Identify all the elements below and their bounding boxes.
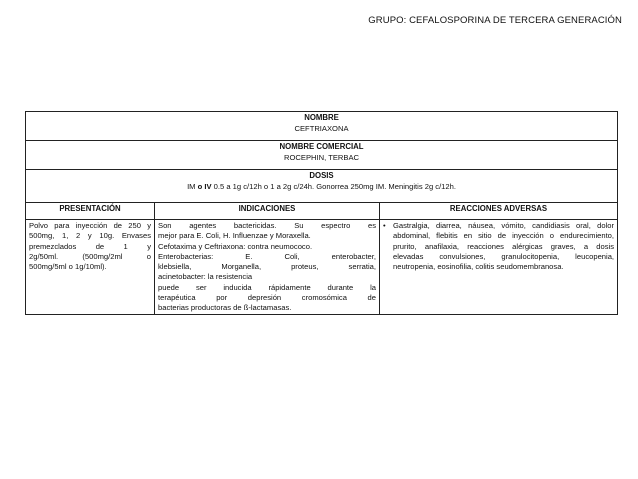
dosis-route-prefix: IM bbox=[187, 181, 198, 191]
nombre-row bbox=[26, 112, 618, 141]
reacciones-line: prurito, anafilaxia, reacciones alérgicas graves, a dosis bbox=[393, 241, 615, 251]
content-row bbox=[26, 220, 618, 315]
nombre-label: NOMBRE bbox=[304, 113, 339, 122]
indicaciones-line: Cefotaxima y Ceftriaxona: contra neumococo. bbox=[158, 241, 313, 251]
col-indicaciones-header: INDICACIONES bbox=[155, 203, 380, 220]
indicaciones-line: mejor para E. Coli, H. Influenzae y Moraxella. bbox=[158, 231, 311, 241]
indicaciones-line: klebsiella, Morganella, proteus, serratia, bbox=[158, 262, 376, 271]
nombre-comercial-cell bbox=[26, 141, 618, 170]
reacciones-cell bbox=[380, 220, 618, 315]
indicaciones-line: Son agentes bactericidas. Su espectro es bbox=[158, 221, 376, 230]
nombre-value: CEFTRIAXONA bbox=[294, 123, 349, 133]
drug-table bbox=[25, 111, 618, 315]
indicaciones-line: acinetobacter: la resistencia bbox=[158, 272, 253, 282]
nombre-comercial-row bbox=[26, 141, 618, 170]
indicaciones-line: terapéutica por depresión cromosómica de bbox=[158, 292, 376, 302]
dosis-label: DOSIS bbox=[309, 171, 334, 180]
dosis-text: 0.5 a 1g c/12h o 1 a 2g c/24h. Gonorrea 250mg IM. Meningitis 2g c/12h. bbox=[211, 181, 456, 191]
presentacion-cell bbox=[26, 220, 155, 315]
nombre-comercial-value: ROCEPHIN, TERBAC bbox=[284, 152, 359, 162]
reacciones-line: elevadas convulsiones, granulocitopenia, leucopenia, bbox=[393, 251, 615, 261]
presentacion-line: Polvo para inyección de 250 y bbox=[29, 221, 151, 230]
indicaciones-line: puede ser inducida rápidamente durante la bbox=[158, 282, 376, 292]
dosis-value bbox=[29, 182, 614, 192]
group-header: GRUPO: CEFALOSPORINA DE TERCERA GENERACIÓN bbox=[368, 15, 622, 26]
reacciones-line: Gastralgia, diarrea, náusea, vómito, candidiasis oral, dolor bbox=[393, 221, 615, 230]
indicaciones-line: bacterias productoras de ß-lactamasas. bbox=[158, 303, 292, 312]
dosis-row bbox=[26, 170, 618, 203]
dosis-cell bbox=[26, 170, 618, 203]
presentacion-line: 500mg/5ml o 1g/10ml). bbox=[29, 262, 107, 271]
dosis-route-bold: o IV bbox=[197, 181, 212, 191]
indicaciones-cell bbox=[155, 220, 380, 315]
reacciones-list-item bbox=[383, 221, 614, 272]
reacciones-text bbox=[393, 221, 614, 272]
nombre-comercial-label: NOMBRE COMERCIAL bbox=[279, 142, 364, 151]
nombre-cell bbox=[26, 112, 618, 141]
presentacion-line: premezclados de 1 y bbox=[29, 241, 151, 251]
column-header-row bbox=[26, 203, 618, 220]
presentacion-line: 2g/50ml. (500mg/2ml o bbox=[29, 251, 151, 261]
reacciones-line: abdominal, flebitis en sitio de inyección o endurecimiento, bbox=[393, 231, 615, 241]
indicaciones-line: Enterobacterias: E. Coli, enterobacter, bbox=[158, 251, 376, 261]
col-presentacion-header: PRESENTACIÓN bbox=[26, 203, 155, 220]
bullet-icon: • bbox=[383, 221, 386, 230]
col-reacciones-header: REACCIONES ADVERSAS bbox=[380, 203, 618, 220]
presentacion-line: 500mg, 1, 2 y 10g. Envases bbox=[29, 231, 151, 241]
reacciones-line: neutropenia, eosinofilia, colitis seudomembranosa. bbox=[393, 262, 564, 271]
